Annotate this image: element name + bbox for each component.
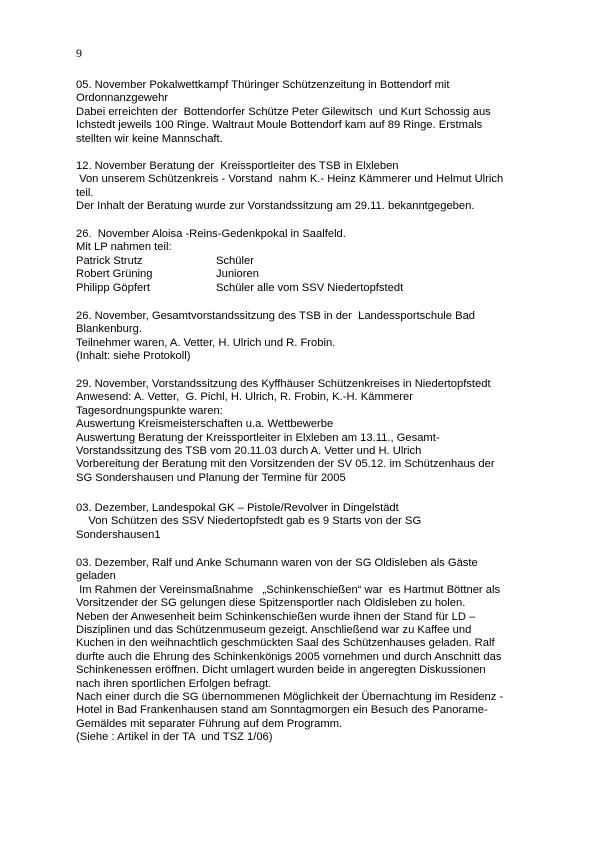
text-line: Disziplinen und das Schützenmuseum gezeigt. Anschließend war zu Kaffee und bbox=[76, 624, 472, 637]
participant-row bbox=[76, 268, 546, 281]
text-line: SG Sondershausen und Planung der Termine für 2005 bbox=[76, 471, 346, 484]
text-line: Dabei erreichten der Bottendorfer Schütze Peter Gilewitsch und Kurt Schossig aus bbox=[76, 105, 491, 118]
entry-gedenkpokal bbox=[76, 228, 546, 295]
text-line: Gemäldes mit separater Führung auf dem Programm. bbox=[76, 717, 343, 730]
text-line: Nach einer durch die SG übernommenen Möglichkeit der Übernachtung im Residenz - bbox=[76, 691, 504, 704]
text-line: Vorbereitung der Beratung mit den Vorsitzenden der SV 05.12. im Schützenhaus der bbox=[76, 458, 495, 471]
participant-name: Patrick Strutz bbox=[76, 254, 143, 267]
entry-schinkenschiessen bbox=[76, 557, 546, 745]
text-line: 26. November Aloisa -Reins-Gedenkpokal in Saalfeld. bbox=[76, 228, 346, 240]
entry-beratung-kreissportleiter bbox=[76, 160, 546, 214]
text-line: geladen bbox=[76, 570, 116, 583]
text-line: Ordonnanzgewehr bbox=[76, 92, 169, 105]
participant-name: Robert Grüning bbox=[76, 268, 153, 281]
text-line: Hotel in Bad Frankenhausen stand am Sonntagmorgen ein Besuch des Panorame- bbox=[76, 704, 488, 717]
participant-note: Schüler bbox=[216, 254, 254, 267]
text-line: Anwesend: A. Vetter, G. Pichl, H. Ulrich, R. Frobin, K.-H. Kämmerer bbox=[76, 391, 413, 404]
text-line: Schinkenessen eröffnen. Dicht umlagert wurden beide in angeregten Diskussionen bbox=[76, 664, 486, 677]
text-line: Von unserem Schützenkreis - Vorstand nahm K.- Heinz Kämmerer und Helmut Ulrich bbox=[76, 173, 504, 186]
participant-name: Philipp Göpfert bbox=[76, 281, 151, 294]
text-line: Auswertung Kreismeisterschaften u.a. Wettbewerbe bbox=[76, 418, 334, 431]
text-line: (Siehe : Artikel in der TA und TSZ 1/06) bbox=[76, 731, 273, 744]
text-line: 26. November, Gesamtvorstandssitzung des TSB in der Landessportschule Bad bbox=[76, 310, 476, 322]
text-line: Blankenburg. bbox=[76, 323, 142, 336]
text-line: 03. Dezember, Ralf und Anke Schumann waren von der SG Oldisleben als Gäste bbox=[76, 557, 478, 569]
text-line: teil. bbox=[76, 186, 94, 199]
text-line: 03. Dezember, Landespokal GK – Pistole/Revolver in Dingelstädt bbox=[76, 502, 399, 514]
text-line: Tagesordnungspunkte waren: bbox=[76, 404, 223, 417]
participant-note: Schüler alle vom SSV Niedertopfstedt bbox=[216, 281, 404, 294]
text-line: Vorsitzender der SG gelungen diese Spitzensportler nach Oldisleben zu holen. bbox=[76, 597, 466, 610]
participant-row bbox=[76, 282, 546, 295]
participant-note: Junioren bbox=[216, 268, 259, 281]
text-line: (Inhalt: siehe Protokoll) bbox=[76, 350, 191, 363]
text-line: Mit LP nahmen teil: bbox=[76, 241, 172, 254]
participant-row bbox=[76, 255, 546, 268]
text-line: durfte auch die Ehrung des Schinkenkönigs 2005 vornehmen und durch Anschnitt das bbox=[76, 650, 502, 663]
text-line: 05. November Pokalwettkampf Thüringer Schützenzeitung in Bottendorf mit bbox=[76, 79, 450, 91]
text-line: Kuchen in den weihnachtlich geschmückten Saal des Schützenhauses geladen. Ralf bbox=[76, 637, 495, 650]
text-line: Der Inhalt der Beratung wurde zur Vorstandssitzung am 29.11. bekanntgegeben. bbox=[76, 200, 475, 213]
text-line: nach ihren sportlichen Erfolgen befragt. bbox=[76, 677, 272, 690]
text-line: Sondershausen1 bbox=[76, 528, 161, 541]
entry-pokalwettkampf bbox=[76, 79, 546, 146]
text-line: Neben der Anwesenheit beim Schinkenschießen wurde ihnen der Stand für LD – bbox=[76, 610, 476, 623]
text-line: Teilnehmer waren, A. Vetter, H. Ulrich und R. Frobin. bbox=[76, 336, 336, 349]
text-line: Ichstedt jeweils 100 Ringe. Waltraut Moule Bottendorf kam auf 89 Ringe. Erstmals bbox=[76, 119, 483, 132]
text-line: Vorstandssitzung des TSB vom 20.11.03 durch A. Vetter und H. Ulrich bbox=[76, 445, 422, 458]
text-line: 12. November Beratung der Kreissportleiter des TSB in Elxleben bbox=[76, 160, 399, 172]
text-line: Im Rahmen der Vereinsmaßnahme „Schinkenschießen“ war es Hartmut Böttner als bbox=[76, 583, 501, 596]
text-line: stellten wir keine Mannschaft. bbox=[76, 132, 223, 145]
text-line: 29. November, Vorstandssitzung des Kyffhäuser Schützenkreises in Niedertopfstedt bbox=[76, 378, 491, 390]
text-line: Auswertung Beratung der Kreissportleiter in Elxleben am 13.11., Gesamt- bbox=[76, 431, 440, 444]
entry-landespokal bbox=[76, 502, 546, 542]
page-number: 9 bbox=[76, 46, 82, 60]
entry-vorstandssitzung-kyffhaeuser bbox=[76, 378, 546, 485]
entry-gesamtvorstandssitzung bbox=[76, 310, 546, 364]
text-line: Von Schützen des SSV Niedertopfstedt gab es 9 Starts von der SG bbox=[76, 515, 422, 528]
